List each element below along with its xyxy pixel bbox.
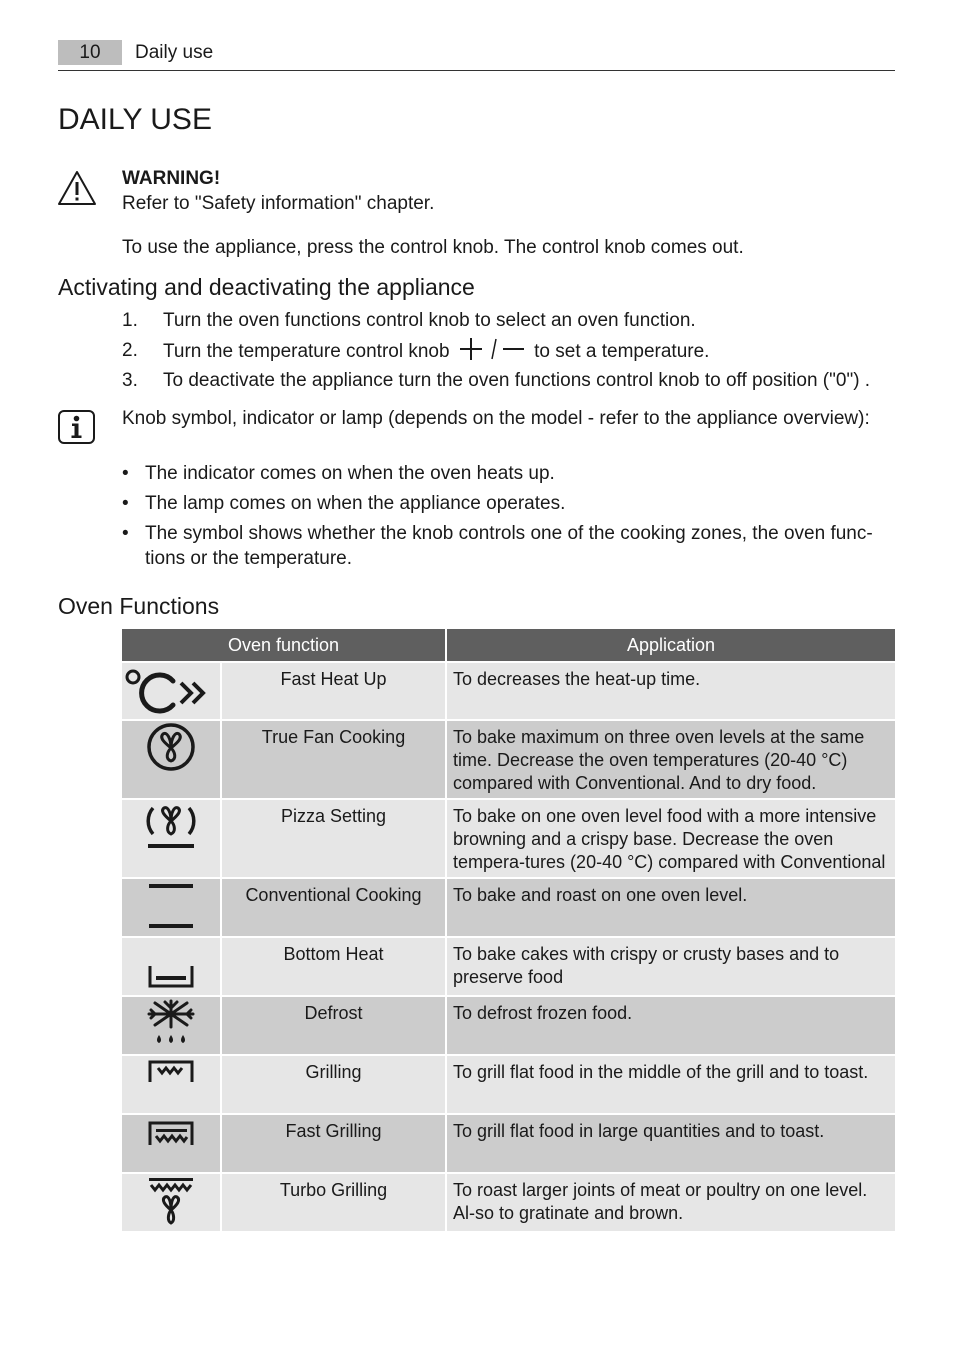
table-row — [122, 1113, 895, 1172]
function-name: Bottom Heat — [222, 936, 447, 995]
column-header-oven-function: Oven function — [122, 629, 447, 661]
info-icon — [58, 410, 95, 444]
function-application: To bake cakes with crispy or crusty bases and to preserve food — [447, 936, 895, 995]
defrost-icon — [122, 995, 222, 1054]
step-number: 2. — [122, 340, 138, 361]
table-row — [122, 661, 895, 719]
function-name: Fast Grilling — [222, 1113, 447, 1172]
function-application: To bake and roast on one oven level. — [447, 877, 895, 936]
function-name: Fast Heat Up — [222, 661, 447, 719]
bottom-heat-icon — [122, 936, 222, 995]
function-name: Turbo Grilling — [222, 1172, 447, 1231]
function-name: Conventional Cooking — [222, 877, 447, 936]
pizza-setting-icon — [122, 798, 222, 877]
table-row — [122, 877, 895, 936]
section-heading-oven-functions: Oven Functions — [58, 593, 220, 619]
function-name: Defrost — [222, 995, 447, 1054]
conventional-cooking-icon — [122, 877, 222, 936]
step-text: to set a temperature. — [534, 341, 710, 362]
bullet-text: The lamp comes on when the appliance operates. — [145, 493, 566, 514]
table-row — [122, 1054, 895, 1113]
table-row — [122, 719, 895, 798]
function-application: To decreases the heat-up time. — [447, 661, 895, 719]
step-number: 1. — [122, 310, 138, 331]
info-text: Knob symbol, indicator or lamp (depends on the model - refer to the appliance overview): — [122, 408, 870, 429]
bullet-text: The indicator comes on when the oven heats up. — [145, 463, 555, 484]
function-application: To grill flat food in the middle of the grill and to toast. — [447, 1054, 895, 1113]
turbo-grilling-icon — [122, 1172, 222, 1231]
function-application: To bake on one oven level food with a more intensive browning and a crispy base. Decrease the oven tempera-tures (20-40 °C) compared with Conventional — [447, 798, 895, 877]
grilling-icon — [122, 1054, 222, 1113]
info-bullets — [122, 461, 894, 576]
table-header-row — [122, 629, 895, 661]
true-fan-cooking-icon — [122, 719, 222, 798]
function-application: To grill flat food in large quantities and to toast. — [447, 1113, 895, 1172]
column-header-application: Application — [447, 629, 895, 661]
step-text: Turn the oven functions control knob to select an oven function. — [163, 310, 696, 331]
oven-functions-table — [122, 629, 895, 1231]
plus-minus-icon — [459, 338, 525, 367]
list-item — [122, 368, 894, 398]
activation-steps — [122, 308, 894, 398]
list-item — [122, 308, 894, 338]
step-text: Turn the temperature control knob — [163, 341, 450, 362]
list-item: • The indicator comes on when the oven heats up. — [122, 463, 555, 484]
warning-text: Refer to "Safety information" chapter. — [122, 193, 435, 214]
header-divider — [58, 70, 895, 71]
table-row — [122, 995, 895, 1054]
intro-text: To use the appliance, press the control knob. The control knob comes out. — [122, 237, 744, 258]
fast-heat-up-icon — [122, 661, 222, 719]
list-item: • The lamp comes on when the appliance operates. — [122, 493, 566, 514]
warning-title: WARNING! — [122, 168, 221, 189]
table-row — [122, 936, 895, 995]
function-name: Grilling — [222, 1054, 447, 1113]
warning-triangle-icon — [57, 170, 97, 206]
function-name: True Fan Cooking — [222, 719, 447, 798]
table-row — [122, 1172, 895, 1231]
list-item — [122, 338, 894, 368]
step-text: To deactivate the appliance turn the oven functions control knob to off position ("0") . — [163, 370, 871, 391]
page-number: 10 — [58, 40, 122, 65]
table-row — [122, 798, 895, 877]
function-application: To defrost frozen food. — [447, 995, 895, 1054]
function-name: Pizza Setting — [222, 798, 447, 877]
function-application: To roast larger joints of meat or poultry on one level. Al-so to gratinate and brown. — [447, 1172, 895, 1231]
fast-grilling-icon — [122, 1113, 222, 1172]
running-header: Daily use — [135, 42, 214, 63]
function-application: To bake maximum on three oven levels at the same time. Decrease the oven temperatures (20-40 °C) compared with Conventional. And to dry food. — [447, 719, 895, 798]
bullet-text: The symbol shows whether the knob controls one of the cooking zones, the oven func-tions or the temperature. — [145, 523, 873, 569]
list-item: • The symbol shows whether the knob controls one of the cooking zones, the oven func-tions or the temperature. — [122, 523, 873, 569]
page-title: DAILY USE — [58, 103, 212, 136]
step-number: 3. — [122, 370, 138, 391]
section-heading-activating: Activating and deactivating the appliance — [58, 274, 475, 300]
